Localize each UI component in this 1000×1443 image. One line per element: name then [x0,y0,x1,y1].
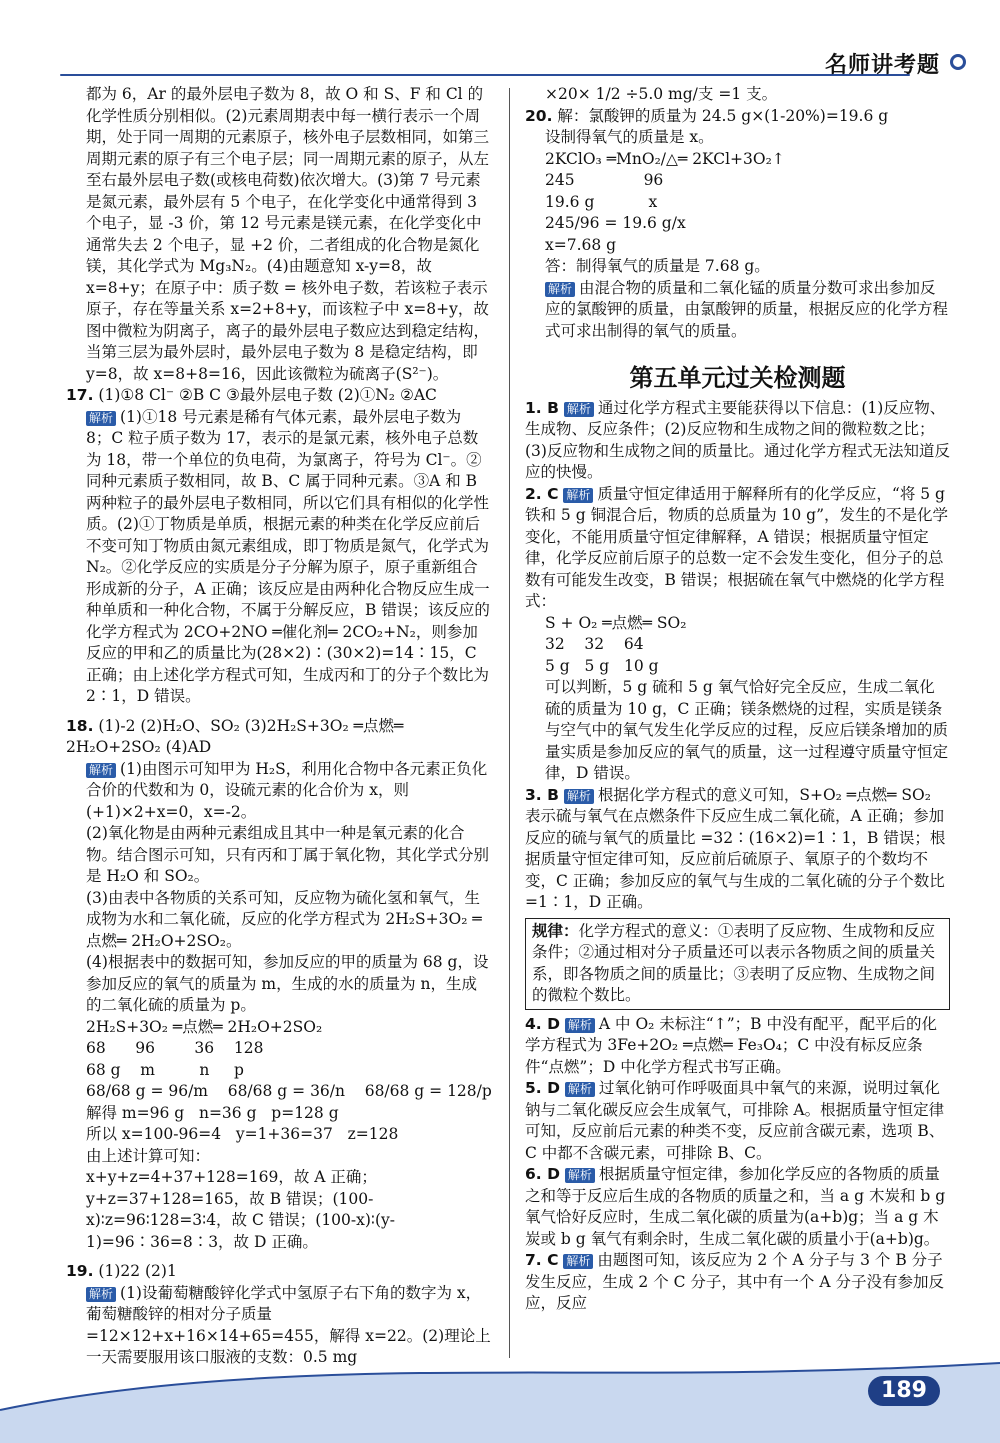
analysis-tag: 解析 [563,488,593,503]
q18-equation: 2H₂S+3O₂ ═点燃═ 2H₂O+2SO₂ [86,1017,323,1036]
q18-analysis-text-1: (1)由图示可知甲为 H₂S，利用化合物中各元素正负化合价的代数和为 0，设硫元素的化合价为 x，则(+1)×2+x=0，x=-2。 [86,759,488,821]
item-1 [525,398,950,484]
q18-analysis-1 [86,759,491,824]
item-5-text: 过氧化钠可作呼吸面具中氧气的来源，说明过氧化钠与二氧化碳反应会生成氧气，可排除 A。根据质量守恒定律可知，反应前后元素的种类不变，反应前含碳元素，选项 B、C 中都不含碳元素，可排除 B、C。 [525,1079,945,1162]
item-5 [525,1078,950,1164]
left-column [66,84,492,1369]
footer-wave [0,1355,1000,1443]
item-2-number: 2. C [525,484,559,503]
page-header [60,40,980,80]
item-6-number: 6. D [525,1165,560,1183]
analysis-tag: 解析 [564,402,594,417]
q20-line-1 [525,106,950,128]
analysis-tag: 解析 [565,1168,595,1183]
item-2 [525,484,950,613]
item-7-number: 7. C [525,1251,559,1269]
q18-analysis-2: (2)氧化物是由两种元素组成且其中一种是氧元素的化合物。结合图示可知，只有丙和丁属于氧化物，其化学式分别是 H₂O 和 SO₂。 [86,824,490,885]
analysis-tag: 解析 [565,1018,595,1033]
q20-number: 20. [525,106,553,125]
rule-text: 化学方程式的意义：①表明了反应物、生成物和反应条件；②通过相对分子质量还可以表示各物质之间的质量关系，即各物质之间的质量比；③表明了反应物、生成物之间的微粒个数比。 [532,921,936,1004]
q20-ratio: 245/96 = 19.6 g/x [545,214,686,232]
analysis-tag: 解析 [86,411,116,426]
continued-paragraph: 都为 6，Ar 的最外层电子数为 8，故 O 和 S、F 和 Cl 的化学性质分别相似。(2)元素周期表中每一横行表示一个周期，处于同一周期的元素原子，核外电子层数相同，如第三周期元素的原子有三个电子层；同一周期元素的原子，从左至右最外层电子数(或核电荷数)依次增大。(3)第 7 号元素是氮元素，最外层有 5 个电子，在化学变化中通常得到 3 个电子，显 -3 价，第 12 号元素是镁元素，在化学变化中通常失去 2 个电子，显 +2 价，二者组成的化合物是氮化镁，其化学式为 Mg₃N₂。(4)由题意知 x-y=8，故 x=8+y；在原子中：质子数 = 核外电子数，若该粒子表示原子，存在等量关系 x=2+8+y，而该粒子中 x=8+y，故图中微粒为阴离子，离子的最外层电子数应达到稳定结构，当第三层为最外层时，最外层电子数为 8 是稳定结构，即 y=8，故 x=8+8=16，因此该微粒为硫离子(S²⁻)。 [86,85,490,383]
q18-number: 18. [66,716,94,735]
rule-label: 规律： [532,921,579,940]
q17-analysis-text: (1)①18 号元素是稀有气体元素，最外层电子数为 8；C 粒子质子数为 17，表示的是氯元素，核外电子总数为 18，带一个单位的负电荷，为氯离子，符号为 Cl⁻。②同种元素质子数相同，故 B、C 属于同种元素。③A 和 B 两种粒子的最外层电子数相同，所以它们具有相似的化学性质。(2)①丁物质是单质，根据元素的种类在化学反应前后不变可知丁物质由氮元素组成，即丁物质是氮气，化学式为 N₂。②化学反应的实质是分子分解为原子，原子重新组合形成新的分子，A 正确；该反应是由两种化合物反应生成一种单质和一种化合物，不属于分解反应，B 错误；该反应的化学方程式为 2CO+2NO ═催化剂═ 2CO₂+N₂，则参加反应的甲和乙的质量比为(28×2)∶(30×2)=14∶15，C 正确；由上述化学方程式可知，生成丙和丁的分子个数比为 2∶1，D 错误。 [86,407,490,705]
q18-so: 所以 x=100-96=4 y=1+36=37 z=128 [86,1125,399,1143]
q18-row-2: 68 g m n p [86,1060,244,1079]
q20-row-2: 19.6 g x [545,192,658,211]
q18-analysis-4: (4)根据表中的数据可知，参加反应的甲的质量为 68 g，设参加反应的氧气的质量为 m，生成的水的质量为 n，生成的二氧化硫的质量为 p。 [86,953,489,1014]
section-title: 第五单元过关检测题 [629,364,846,392]
q18-row-1: 68 96 36 128 [86,1039,264,1057]
item-2-row-1: 32 32 64 [545,635,644,653]
q19-analysis-text: (1)设葡萄糖酸锌化学式中氢原子右下角的数字为 x，葡萄糖酸锌的相对分子质量 =12×12+x+16×14+65=455，解得 x=22。(2)理论上一天需要服用该口服液的支数：0.5 mg [86,1283,491,1366]
q18-analysis-3: (3)由表中各物质的关系可知，反应物为硫化氢和氧气，生成物为水和二氧化硫，反应的化学方程式为 2H₂S+3O₂ ═点燃═ 2H₂O+2SO₂。 [86,888,482,950]
q20-x: x=7.68 g [545,235,617,254]
item-1-number: 1. B [525,398,559,417]
header-title: 名师讲考题 [824,53,940,78]
item-3 [525,785,950,914]
rule-box [525,918,950,1010]
item-7-text: 由题图可知，该反应为 2 个 A 分子与 3 个 B 分子发生反应，生成 2 个 C 分子，其中有一个 A 分子没有参加反应，反应 [525,1251,944,1312]
q18-solve: 解得 m=96 g n=36 g p=128 g [86,1103,339,1122]
item-4 [525,1014,950,1079]
analysis-tag: 解析 [545,282,575,297]
item-2-text-2: 可以判断，5 g 硫和 5 g 氧气恰好完全反应，生成二氧化硫的质量为 10 g，C 正确；镁条燃烧的过程，实质是镁条与空气中的氧气发生化学反应的过程，反应后镁条增加的质量实质是参加反应的氧气的质量，这一过程遵守质量守恒定律，D 错误。 [545,678,949,782]
q18-answer [66,716,491,759]
q20-equation: 2KClO₃ ═MnO₂/△═ 2KCl+3O₂↑ [545,149,785,168]
analysis-tag: 解析 [86,1287,116,1302]
q18-ratio: 68/68 g = 96/m 68/68 g = 36/n 68/68 g = 128/p [86,1082,492,1100]
continued-calc: ×20× 1/2 ÷5.0 mg/支 =1 支。 [545,85,778,103]
item-3-text: 根据化学方程式的意义可知，S+O₂ ═点燃═ SO₂ 表示硫与氧气在点燃条件下反应生成二氧化硫，A 正确；参加反应的硫与氧气的质量比 =32∶(16×2)=1∶1，B 错误；根据质量守恒定律可知，反应前后硫原子、氧原子的个数均不变，C 正确；参加反应的氧气与生成的二氧化硫的分子个数比 =1∶1，D 正确。 [525,785,946,911]
analysis-tag: 解析 [563,1254,593,1269]
column-divider [509,88,510,1358]
q19-answer [66,1261,491,1283]
item-2-equation: S + O₂ ═点燃═ SO₂ [545,613,687,632]
item-2-row-2: 5 g 5 g 10 g [545,656,659,675]
item-6-text: 根据质量守恒定律，参加化学反应的各物质的质量之和等于反应后生成的各物质的质量之和，当 a g 木炭和 b g 氧气恰好反应时，生成二氧化碳的质量为(a+b)g；当 a g 木炭或 b g 氧气有剩余时，生成二氧化碳的质量小于(a+b)g。 [525,1165,946,1248]
circle-icon [950,54,966,70]
item-6 [525,1164,950,1250]
q19-answer-text: (1)22 (2)1 [98,1262,177,1280]
header-rule [60,74,910,76]
q17-number: 17. [66,386,94,404]
q20-line-2: 设制得氧气的质量是 x。 [545,128,714,146]
item-5-number: 5. D [525,1079,560,1097]
analysis-tag: 解析 [564,789,594,804]
analysis-tag: 解析 [565,1082,595,1097]
q18-calc: 由上述计算可知： [86,1146,211,1165]
q20-analysis-text: 由混合物的质量和二氧化锰的质量分数可求出参加反应的氯酸钾的质量，由氯酸钾的质量，根据反应的化学方程式可求出制得的氧气的质量。 [545,278,949,340]
q18-check: x+y+z=4+37+128=169，故 A 正确；y+z=37+128=165，故 B 错误；(100-x)∶z=96∶128=3∶4，故 C 错误；(100-x)∶(y-1)=96∶36=8∶3，故 D 正确。 [86,1168,396,1251]
item-1-text: 通过化学方程式主要能获得以下信息：(1)反应物、生成物、反应条件；(2)反应物和生成物之间的微粒数之比；(3)反应物和生成物之间的质量比。通过化学方程式无法知道反应的快慢。 [525,398,950,481]
right-column [525,84,950,1315]
q20-answer: 答：制得氧气的质量是 7.68 g。 [545,257,770,275]
item-2-text: 质量守恒定律适用于解释所有的化学反应，“将 5 g 铁和 5 g 铜混合后，物质的总质量为 10 g”，发生的不是化学变化，不能用质量守恒定律解释，A 错误；根据质量守恒定律，化学反应前后原子的总数一定不会发生变化，但分子的总数有可能发生改变，B 错误；根据硫在氧气中燃烧的化学方程式： [525,484,948,610]
q17-answer [66,385,491,407]
q19-number: 19. [66,1262,94,1280]
q20-line-1-text: 解：氯酸钾的质量为 24.5 g×(1-20%)=19.6 g [557,106,889,125]
item-4-text: A 中 O₂ 未标注“↑”；B 中没有配平，配平后的化学方程式为 3Fe+2O₂ ═点燃═ Fe₃O₄；C 中没有标反应条件“点燃”；D 中化学方程式书写正确。 [525,1014,937,1076]
item-4-number: 4. D [525,1014,560,1033]
q17-analysis [86,407,491,708]
q18-answer-text: (1)-2 (2)H₂O、SO₂ (3)2H₂S+3O₂ ═点燃═ 2H₂O+2SO₂ (4)AD [66,716,404,756]
q17-answer-text: (1)①8 Cl⁻ ②B C ③最外层电子数 (2)①N₂ ②AC [98,386,437,404]
item-7 [525,1250,950,1315]
item-3-number: 3. B [525,785,559,804]
q20-analysis [545,278,950,343]
analysis-tag: 解析 [86,763,116,778]
page-number: 189 [868,1376,940,1406]
q20-row-1: 245 96 [545,171,664,189]
